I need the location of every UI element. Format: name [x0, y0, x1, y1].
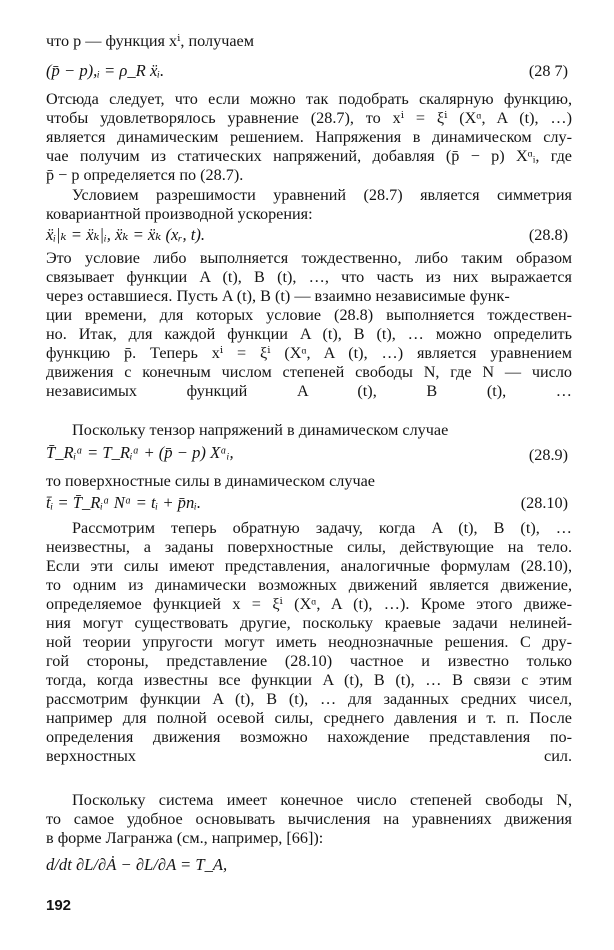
text-line: является динамическим решением. Напряжения в динамическом слу- — [46, 128, 572, 146]
text-line: например для полной осевой силы, среднего давления и т. п. После — [46, 709, 572, 727]
text-line: функцию p̄. Теперь xⁱ = ξⁱ (Xᵅ, A (t), …) является уравнением — [46, 344, 572, 362]
equation-lagrange-a: d/dt ∂L/∂Ȧ − ∂L/∂A = T_A, — [46, 855, 228, 874]
equation-28-9: T̄_Rᵢᵅ = T_Rᵢᵅ + (p̄ − p) Xᵅᵢ, — [46, 443, 234, 462]
text-line: Рассмотрим теперь обратную задачу, когда A (t), B (t), … — [72, 519, 572, 537]
equation-28-7: (p̄ − p),ᵢ = ρ_R ẍᵢ. — [46, 61, 165, 80]
equation-28-10: t̄ᵢ = T̄_Rᵢᵅ Nᵅ = tᵢ + p̄nᵢ. — [46, 493, 202, 512]
text-line: определяемое функцией x = ξⁱ (Xᵅ, A (t), …). Кроме этого движе- — [46, 595, 572, 613]
text-line: то поверхностные силы в динамическом случае — [46, 472, 375, 490]
text-line: тогда, когда известны все функции A (t), B (t), … В связи с этим — [46, 671, 572, 689]
text-line: рассмотрим функции A (t), B (t), … для заданных средних чисел, — [46, 690, 572, 708]
text-line: чае получим из статических напряжений, добавляя (p̄ − p) Xᵅᵢ, где — [46, 147, 572, 165]
text-line: в форме Лагранжа (см., например, [66]): — [46, 829, 324, 847]
text-line: движения с конечным числом степеней свободы N, где N — число — [46, 363, 572, 381]
text-line: независимых функций A (t), B (t), … — [46, 382, 572, 400]
page-number: 192 — [46, 897, 72, 914]
text-line: чтобы удовлетворялось уравнение (28.7), то xⁱ = ξⁱ (Xᵅ, A (t), …) — [46, 109, 572, 127]
equation-number: (28.9) — [528, 446, 568, 464]
text-line: Это условие либо выполняется тождественно, либо таким образом — [46, 249, 572, 267]
equation-number: (28 7) — [528, 62, 568, 80]
text-line: неизвестны, а заданы поверхностные силы, действующие на тело. — [46, 538, 572, 556]
text-line: Отсюда следует, что если можно так подобрать скалярную функцию, — [46, 90, 572, 108]
text-line: верхностных сил. — [46, 747, 572, 765]
text-line: что p — функция xⁱ, получаем — [46, 32, 254, 50]
text-line: ции времени, для которых условие (28.8) выполняется тождествен- — [46, 306, 572, 324]
text-line: Поскольку система имеет конечное число степеней свободы N, — [72, 791, 572, 809]
text-line: связывает функции A (t), B (t), …, что часть из них выражается — [46, 268, 572, 286]
text-line: но. Итак, для каждой функции A (t), B (t), … можно определить — [46, 325, 572, 343]
text-line: ной теории упругости могут иметь неоднозначные решения. С дру- — [46, 633, 572, 651]
equation-number: (28.10) — [520, 494, 568, 512]
text-line: гой стороны, представление (28.10) частное и известно только — [46, 652, 572, 670]
text-line: через оставшиеся. Пусть A (t), B (t) — взаимно независимые функ- — [46, 287, 510, 305]
text-line: ния могут существовать другие, поскольку краевые задачи нелиней- — [46, 614, 572, 632]
equation-number: (28.8) — [528, 226, 568, 244]
equation-28-8: ẍᵢ|ₖ = ẍₖ|ᵢ, ẍₖ = ẍₖ (xᵣ, t). — [46, 225, 206, 244]
text-line: Условием разрешимости уравнений (28.7) является симметрия — [72, 186, 572, 204]
text-line: ковариантной производной ускорения: — [46, 205, 313, 223]
text-line: Если эти силы имеют представления, аналогичные формулам (28.10), — [46, 557, 572, 575]
text-line: то самое удобное основывать вычисления на уравнениях движения — [46, 810, 572, 828]
text-line: то одним из динамически возможных движений является движение, — [46, 576, 572, 594]
text-line: p̄ − p определяется по (28.7). — [46, 166, 244, 184]
text-line: Поскольку тензор напряжений в динамическом случае — [72, 421, 449, 439]
text-line: определения движения возможно нахождение представления по- — [46, 728, 572, 746]
